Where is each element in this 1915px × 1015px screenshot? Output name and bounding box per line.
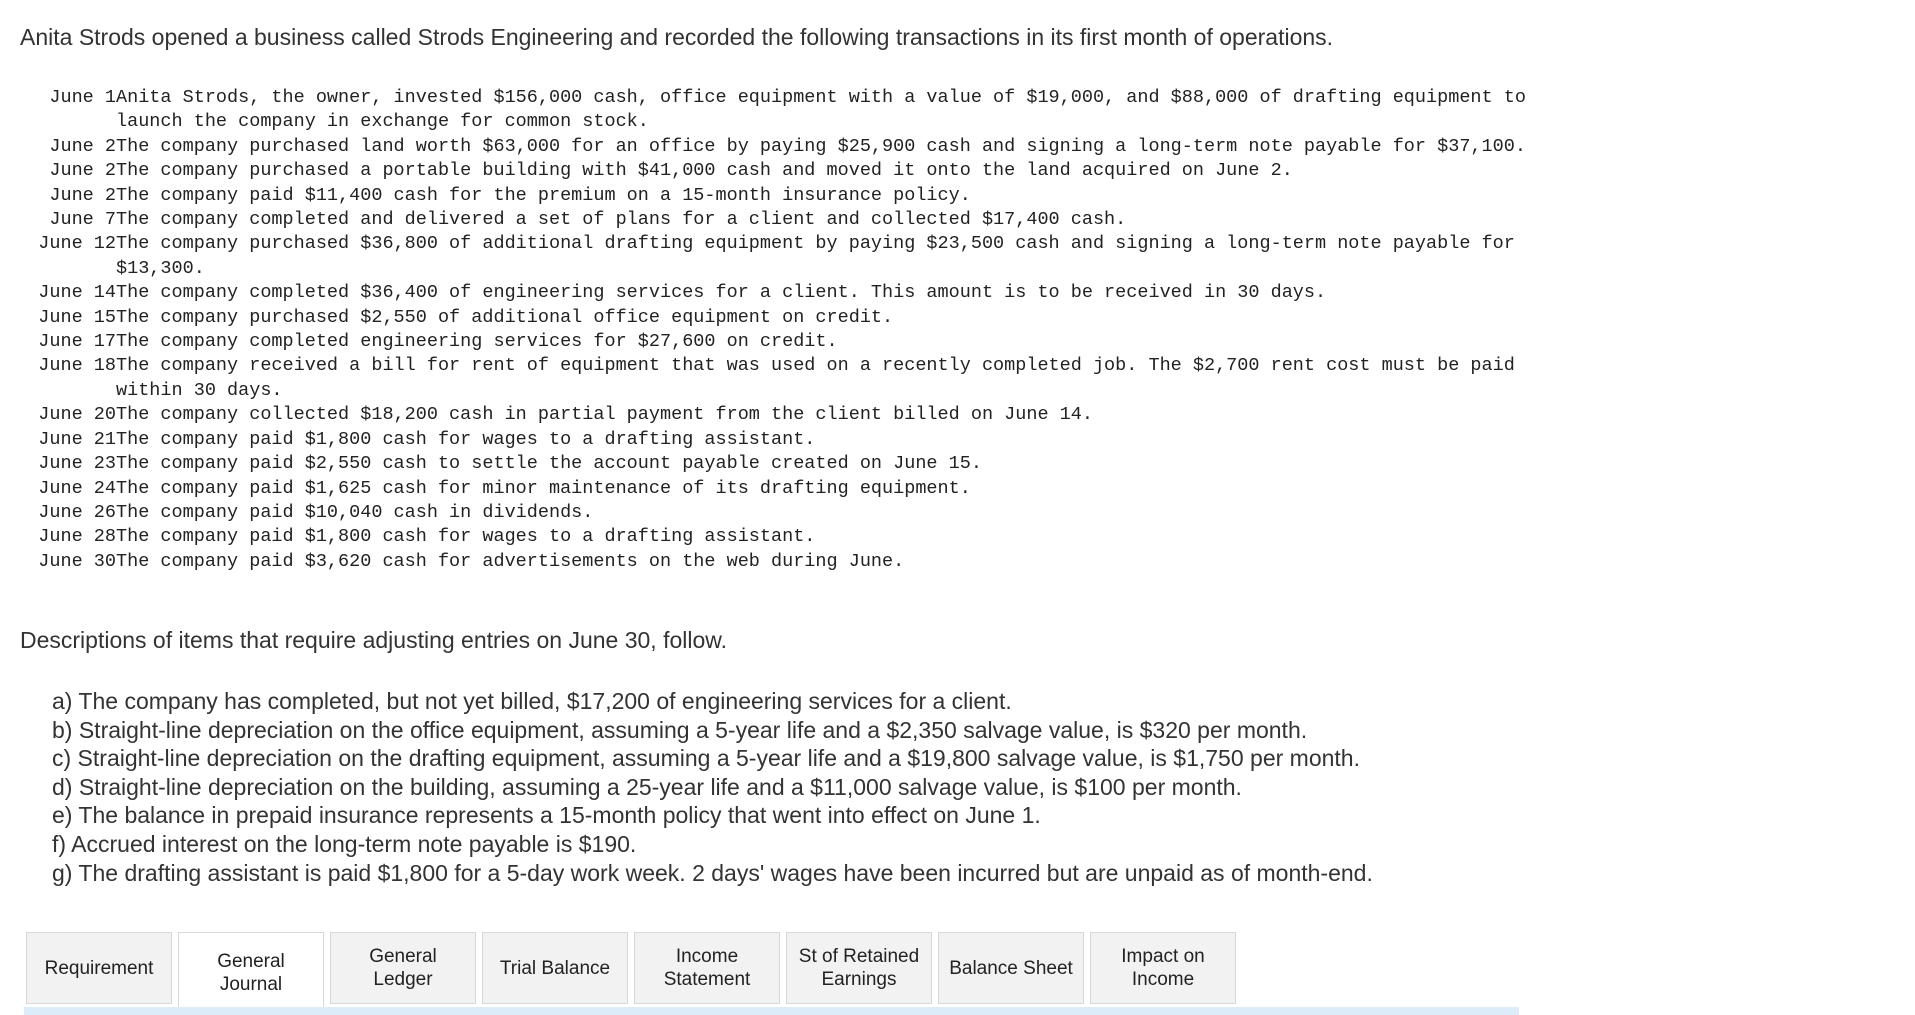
adjustment-item: f) Accrued interest on the long-term note payable is $190. <box>52 830 637 857</box>
transaction-row <box>18 525 1556 549</box>
transaction-row <box>18 306 1556 330</box>
transaction-date-label: June 30 <box>38 550 116 572</box>
transaction-date <box>18 428 116 452</box>
transaction-text: The company paid $1,625 cash for minor maintenance of its drafting equipment. <box>116 477 971 499</box>
transaction-date-label: June 15 <box>38 306 116 328</box>
transaction-date <box>18 135 116 159</box>
adjustment-item: g) The drafting assistant is paid $1,800 for a 5-day work week. 2 days' wages have been incurred but are unpaid as of month-end. <box>52 859 1373 886</box>
transaction-date-label: June 26 <box>38 501 116 523</box>
tab-panel-top <box>24 1007 1519 1015</box>
transaction-row <box>18 477 1556 501</box>
transaction-text: The company paid $11,400 cash for the premium on a 15-month insurance policy. <box>116 184 971 206</box>
transaction-text: The company paid $10,040 cash in dividends. <box>116 501 594 523</box>
transaction-date <box>18 501 116 525</box>
transaction-row <box>18 208 1556 232</box>
transaction-date <box>18 330 116 354</box>
transaction-text: The company paid $2,550 cash to settle the account payable created on June 15. <box>116 453 982 475</box>
adjustments-title: Descriptions of items that require adjusting entries on June 30, follow. <box>20 627 727 653</box>
transaction-date-label: June 24 <box>38 477 116 499</box>
transaction-date-label: June 12 <box>38 233 116 255</box>
transaction-date-label: June 17 <box>38 331 116 353</box>
transaction-date <box>18 354 116 378</box>
tab-general-ledger[interactable] <box>330 932 476 1004</box>
transaction-row <box>18 403 1556 427</box>
transaction-text: The company purchased $2,550 of additional office equipment on credit. <box>116 306 894 328</box>
transaction-date <box>18 281 116 305</box>
transaction-text: The company completed engineering services for $27,600 on credit. <box>116 331 838 353</box>
transaction-date <box>18 208 116 232</box>
transaction-date <box>18 184 116 208</box>
transaction-date-label: June 20 <box>38 404 116 426</box>
tab-label: General Ledger <box>369 946 437 990</box>
adjustment-item: d) Straight-line depreciation on the building, assuming a 25-year life and a $11,000 salvage value, is $100 per month. <box>52 773 1242 800</box>
tab-bar <box>26 932 1242 1012</box>
transaction-row <box>18 184 1556 208</box>
transaction-row <box>18 501 1556 525</box>
tab-label: Requirement <box>44 957 154 979</box>
transaction-date-label: June 2 <box>49 160 116 182</box>
tab-st-of-retained-earnings[interactable] <box>786 932 932 1004</box>
tab-label: General Journal <box>217 950 285 995</box>
transaction-text: The company paid $3,620 cash for advertisements on the web during June. <box>116 550 905 572</box>
transaction-row <box>18 550 1556 574</box>
transaction-date-label: June 7 <box>49 209 116 231</box>
transaction-date <box>18 550 116 574</box>
transaction-date <box>18 86 116 110</box>
tab-label: Balance Sheet <box>949 957 1073 979</box>
transaction-row <box>18 452 1556 476</box>
transaction-row <box>18 330 1556 354</box>
tab-label: St of Retained Earnings <box>798 946 920 990</box>
transaction-date-label: June 14 <box>38 282 116 304</box>
transaction-date-label: June 28 <box>38 526 116 548</box>
transaction-text: The company collected $18,200 cash in partial payment from the client billed on June 14. <box>116 404 1093 426</box>
adjustments-list <box>52 687 1373 887</box>
transaction-text: The company received a bill for rent of equipment that was used on a recently completed job. The $2,700 rent cost must be paid within 30 days. <box>116 355 1515 401</box>
transaction-date-label: June 18 <box>38 355 116 377</box>
adjustment-item: e) The balance in prepaid insurance represents a 15-month policy that went into effect on June 1. <box>52 802 1041 829</box>
transaction-date <box>18 306 116 330</box>
adjustment-item: b) Straight-line depreciation on the office equipment, assuming a 5-year life and a $2,350 salvage value, is $320 per month. <box>52 716 1308 743</box>
transaction-row <box>18 354 1556 403</box>
transaction-row <box>18 135 1556 159</box>
transaction-row <box>18 428 1556 452</box>
transaction-text: The company paid $1,800 cash for wages to a drafting assistant. <box>116 428 816 450</box>
transaction-date-label: June 2 <box>49 135 116 157</box>
transaction-date-label: June 21 <box>38 428 116 450</box>
tab-balance-sheet[interactable] <box>938 932 1084 1004</box>
transaction-date <box>18 525 116 549</box>
transaction-text: Anita Strods, the owner, invested $156,000 cash, office equipment with a value of $19,000, and $88,000 of drafting equipment to launch the company in exchange for common stock. <box>116 87 1526 133</box>
transaction-date <box>18 403 116 427</box>
transaction-text: The company completed and delivered a set of plans for a client and collected $17,400 cash. <box>116 209 1127 231</box>
transaction-date-label: June 1 <box>49 87 116 108</box>
tab-label: Impact on Income <box>1121 946 1205 990</box>
tab-trial-balance[interactable] <box>482 932 628 1004</box>
transaction-row <box>18 86 1556 135</box>
transactions-list <box>18 86 1556 574</box>
tab-requirement[interactable] <box>26 932 172 1004</box>
transaction-date-label: June 23 <box>38 453 116 475</box>
transaction-row <box>18 232 1556 281</box>
transaction-date <box>18 452 116 476</box>
transaction-text: The company paid $1,800 cash for wages to a drafting assistant. <box>116 526 816 548</box>
tab-label: Income Statement <box>663 946 751 990</box>
transaction-date <box>18 159 116 183</box>
transaction-date <box>18 477 116 501</box>
adjustment-item: c) Straight-line depreciation on the drafting equipment, assuming a 5-year life and a $19,800 salvage value, is $1,750 per month. <box>52 745 1360 772</box>
tab-impact-on-income[interactable] <box>1090 932 1236 1004</box>
transaction-date-label: June 2 <box>49 184 116 206</box>
transaction-text: The company purchased a portable building with $41,000 cash and moved it onto the land acquired on June 2. <box>116 160 1293 182</box>
problem-intro: Anita Strods opened a business called Strods Engineering and recorded the following transactions in its first month of operations. <box>20 24 1334 50</box>
transaction-text: The company completed $36,400 of engineering services for a client. This amount is to be received in 30 days. <box>116 282 1327 304</box>
tab-general-journal[interactable] <box>178 932 324 1012</box>
tab-label: Trial Balance <box>499 957 611 979</box>
transaction-text: The company purchased $36,800 of additional drafting equipment by paying $23,500 cash and signing a long-term note payable for $13,300. <box>116 233 1515 279</box>
transaction-text: The company purchased land worth $63,000 for an office by paying $25,900 cash and signing a long-term note payable for $37,100. <box>116 135 1526 157</box>
transaction-row <box>18 281 1556 305</box>
adjustment-item: a) The company has completed, but not yet billed, $17,200 of engineering services for a client. <box>52 688 1012 714</box>
tab-income-statement[interactable] <box>634 932 780 1004</box>
transaction-date <box>18 232 116 256</box>
transaction-row <box>18 159 1556 183</box>
